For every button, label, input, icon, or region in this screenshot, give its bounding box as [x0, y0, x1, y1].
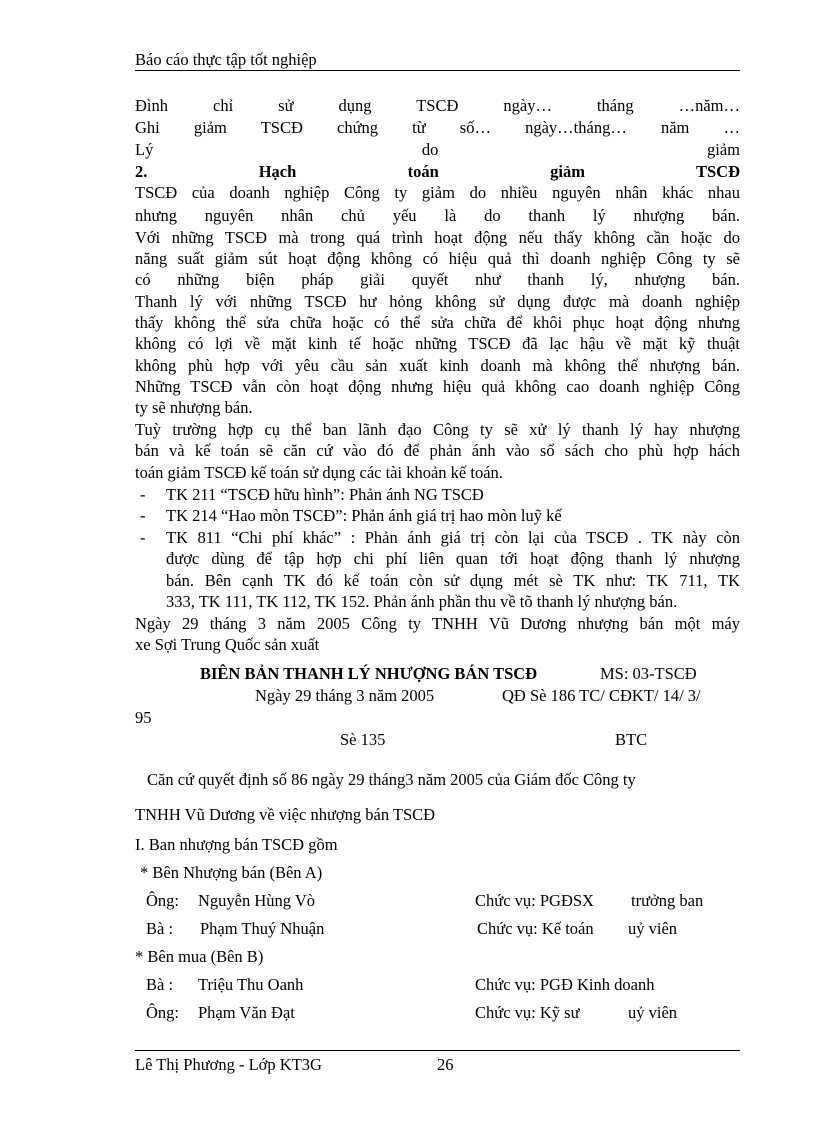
party-a-member-title: Ông:	[146, 891, 179, 910]
bullet-item-tk811-cont: được dùng để tập hợp chi phí liên quan tới hoạt động thanh lý nhượng	[166, 549, 740, 568]
bullet-item-tk811-cont: 333, TK 111, TK 112, TK 152. Phản ánh phần thu về tõ thanh lý nhượng bán.	[166, 592, 678, 611]
bullet-item-tk811-cont: bán. Bên cạnh TK đó kế toán còn sử dụng mét sè TK như: TK 711, TK	[166, 571, 740, 590]
party-b-member-name: Phạm Văn Đạt	[198, 1003, 295, 1022]
footer-rule	[135, 1050, 740, 1051]
bullet-item-tk811: TK 811 “Chi phí khác” : Phản ánh giá trị còn lại của TSCĐ . TK này còn	[166, 528, 740, 547]
para1-line: nhưng nguyên nhân chủ yếu là do thanh lý nhượng bán.	[135, 206, 740, 225]
party-a-label: * Bên Nhượng bán (Bên A)	[140, 863, 323, 882]
party-b-member-role: uỷ viên	[628, 1003, 678, 1022]
basis-line-2: TNHH Vũ Dương về việc nhượng bán TSCĐ	[135, 805, 436, 824]
para3-line: không có lợi về mặt kinh tế hoặc những TSCĐ đã lạc hậu về mặt kỹ thuật	[135, 334, 740, 353]
para2-line: năng suất giảm sút hoạt động không có hiệu quả thì doanh nghiệp Công ty sẽ	[135, 249, 740, 268]
para3-line: không phù hợp với yêu cầu sản xuất kinh doanh mà không thể nhượng bán.	[135, 356, 740, 375]
header-title: Báo cáo thực tập tốt nghiệp	[135, 50, 317, 69]
bullet-item-tk214: TK 214 “Hao mòn TSCĐ”: Phản ánh giá trị hao mòn luỹ kế	[166, 506, 562, 525]
party-b-member-title: Bà :	[146, 975, 174, 994]
party-b-member-title: Ông:	[146, 1003, 179, 1022]
para4-line: bán và kế toán sẽ căn cứ vào đó để phản ánh vào sổ sách cho phù hợp hách	[135, 441, 740, 460]
party-b-member-name: Triệu Thu Oanh	[198, 975, 304, 994]
party-a-member-name: Phạm Thuý Nhuận	[200, 919, 325, 938]
body-line-3: Lý do giảm	[135, 140, 740, 159]
issuer-btc: BTC	[615, 730, 648, 749]
party-b-label: * Bên mua (Bên B)	[135, 947, 264, 966]
party-a-member-title: Bà :	[146, 919, 174, 938]
para2-line: có những biện pháp giải quyết như thanh lý, nhượng bán.	[135, 270, 740, 289]
party-b-member-position: Chức vụ: PGĐ Kinh doanh	[475, 975, 655, 994]
party-a-member-name: Nguyễn Hùng Vò	[198, 891, 316, 910]
party-b-member-position: Chức vụ: Kỹ sư	[475, 1003, 580, 1022]
footer-page-number: 26	[437, 1055, 454, 1074]
body-line-2: Ghi giảm TSCĐ chứng từ số… ngày…tháng… năm …	[135, 118, 740, 137]
bullet-item-tk211: TK 211 “TSCĐ hữu hình”: Phản ánh NG TSCĐ	[166, 485, 484, 504]
para1-line: TSCĐ của doanh nghiệp Công ty giảm do nhiều nguyên nhân khác nhau	[135, 183, 740, 202]
party-a-member-role: uỷ viên	[628, 919, 678, 938]
party-a-member-position: Chức vụ: PGĐSX	[475, 891, 594, 910]
para3-line: ty sẽ nhượng bán.	[135, 398, 253, 417]
para3-line: Những TSCĐ vẫn còn hoạt động nhưng hiệu quả không cao doanh nghiệp Công	[135, 377, 740, 396]
form-code: MS: 03-TSCĐ	[600, 664, 697, 683]
minutes-date: Ngày 29 tháng 3 năm 2005	[255, 686, 435, 705]
basis-line-1: Căn cứ quyết định số 86 ngày 29 tháng3 năm 2005 của Giám đốc Công ty	[147, 770, 636, 789]
party-a-member-role: trưởng ban	[631, 891, 704, 910]
body-line-1: Đình chỉ sử dụng TSCĐ ngày… tháng …năm…	[135, 96, 740, 115]
minutes-number: Sè 135	[340, 730, 386, 749]
para5-line: xe Sợi Trung Quốc sản xuất	[135, 635, 320, 654]
party-a-member-position: Chức vụ: Kế toán	[477, 919, 594, 938]
bullet-marker: -	[140, 506, 146, 525]
decision-reference-cont: 95	[135, 708, 152, 727]
bullet-marker: -	[140, 528, 146, 547]
para3-line: Thanh lý với những TSCĐ hư hỏng không sử dụng được mà doanh nghiệp	[135, 292, 740, 311]
para3-line: thấy không thể sửa chữa hoặc có thể sửa chữa để khôi phục hoạt động nhưng	[135, 313, 740, 332]
para4-line: toán giảm TSCĐ kế toán sử dụng các tài khoản kế toán.	[135, 463, 503, 482]
para4-line: Tuỳ trường hợp cụ thể ban lãnh đạo Công ty sẽ xử lý thanh lý hay nhượng	[135, 420, 740, 439]
section-1-heading: I. Ban nhượng bán TSCĐ gồm	[135, 835, 338, 854]
para5-line: Ngày 29 tháng 3 năm 2005 Công ty TNHH Vũ Dương nhượng bán một máy	[135, 614, 740, 633]
minutes-title: BIÊN BẢN THANH LÝ NHƯỢNG BÁN TSCĐ	[200, 664, 538, 683]
section-heading-2: 2. Hạch toán giảm TSCĐ	[135, 162, 740, 181]
header-rule	[135, 70, 740, 71]
decision-reference: QĐ Sè 186 TC/ CĐKT/ 14/ 3/	[502, 686, 701, 705]
footer-author: Lê Thị Phương - Lớp KT3G	[135, 1055, 322, 1074]
para2-line: Với những TSCĐ mà trong quá trình hoạt động nếu thấy không cần hoặc do	[135, 228, 740, 247]
bullet-marker: -	[140, 485, 146, 504]
